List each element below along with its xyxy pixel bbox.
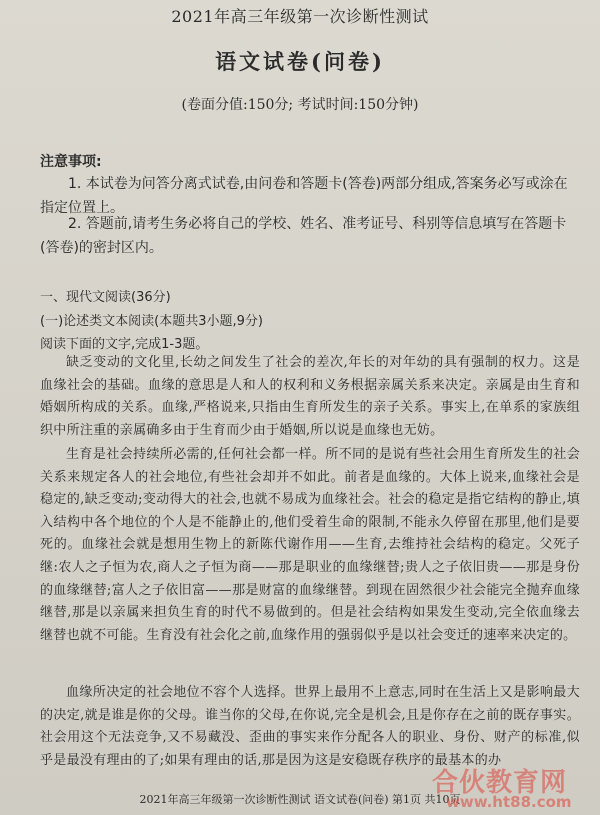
subsection-heading: (一)论述类文本阅读(本题共3小题,9分) (40, 314, 263, 329)
section-heading: 一、现代文阅读(36分) (40, 290, 171, 305)
watermark-logo: 合伙教育网 (432, 768, 568, 798)
watermark-url: www.ht88.com (446, 793, 572, 811)
paper-title: 语文试卷(问卷) (215, 49, 385, 74)
passage-paragraph: 生育是社会持续所必需的,任何社会都一样。所不同的是说有些社会用生育所发生的社会关系来规定各人的社会地位,有些社会却并不如此。前者是血缘的。大体上说来,血缘社会是稳定的,缺乏变动;变动得大的社会,也就不易成为血缘社会。社会的稳定是指它结构的静止,填入结构中各个地位的个人是不能静止的,他们受着生命的限制,不能永久停留在那里,他们是要死的。血缘社会就是想用生物上的新陈代谢作用——生育,去维持社会结构的稳定。父死子继:农人之子恒为农,商人之子恒为商——那是职业的血缘继替;贵人之子依旧贵——那是身份的血缘继替;富人之子依旧富——那是财富的血缘继替。到现在固然很少社会能完全抛弃血缘继替,那是以亲属来担负生育的时代不易做到的。但是社会结构如果发生变动,完全依血缘去继替也就不可能。生育没有社会化之前,血缘作用的强弱似乎是以社会变迁的速率来决定的。 (40, 447, 580, 643)
passage-paragraph: 血缘所决定的社会地位不容个人选择。世界上最用不上意志,同时在生活上又是影响最大的决定,就是谁是你的父母。谁当你的父母,在你说,完全是机会,且是你存在之前的既存事实。社会用这个无法竞争,又不易藏没、歪曲的事实来作分配各人的职业、身份、财产的标准,似乎是最没有理由的了;如果有理由的话,那是因为这是安稳既存秩序的最基本的办 (40, 685, 580, 768)
passage-paragraph: 缺乏变动的文化里,长幼之间发生了社会的差次,年长的对年幼的具有强制的权力。这是血缘社会的基础。血缘的意思是人和人的权利和义务根据亲属关系来决定。亲属是由生育和婚姻所构成的关系。血缘,严格说来,只指由生育所发生的亲子关系。事实上,在单系的家族组织中所注重的亲属确多由于生育而少由于婚姻,所以说是血缘也无妨。 (40, 355, 580, 438)
exam-meta: (卷面分值:150分; 考试时间:150分钟) (181, 97, 419, 113)
reading-instruction: 阅读下面的文字,完成1-3题。 (40, 337, 209, 352)
notice-item: 1. 本试卷为问答分离式试卷,由问卷和答题卡(答卷)两部分组成,答案务必写或涂在指定位置上。 (40, 176, 568, 216)
site-watermark (432, 762, 592, 810)
notice-item: 2. 答题前,请考生务必将自己的学校、姓名、准考证号、科别等信息填写在答题卡(答卷)的密封区内。 (40, 216, 567, 256)
page-footer: 2021年高三年级第一次诊断性测试 语文试卷(问卷) 第1页 共10页 (139, 793, 461, 806)
notice-heading: 注意事项: (40, 154, 102, 170)
exam-title: 2021年高三年级第一次诊断性测试 (171, 7, 429, 26)
